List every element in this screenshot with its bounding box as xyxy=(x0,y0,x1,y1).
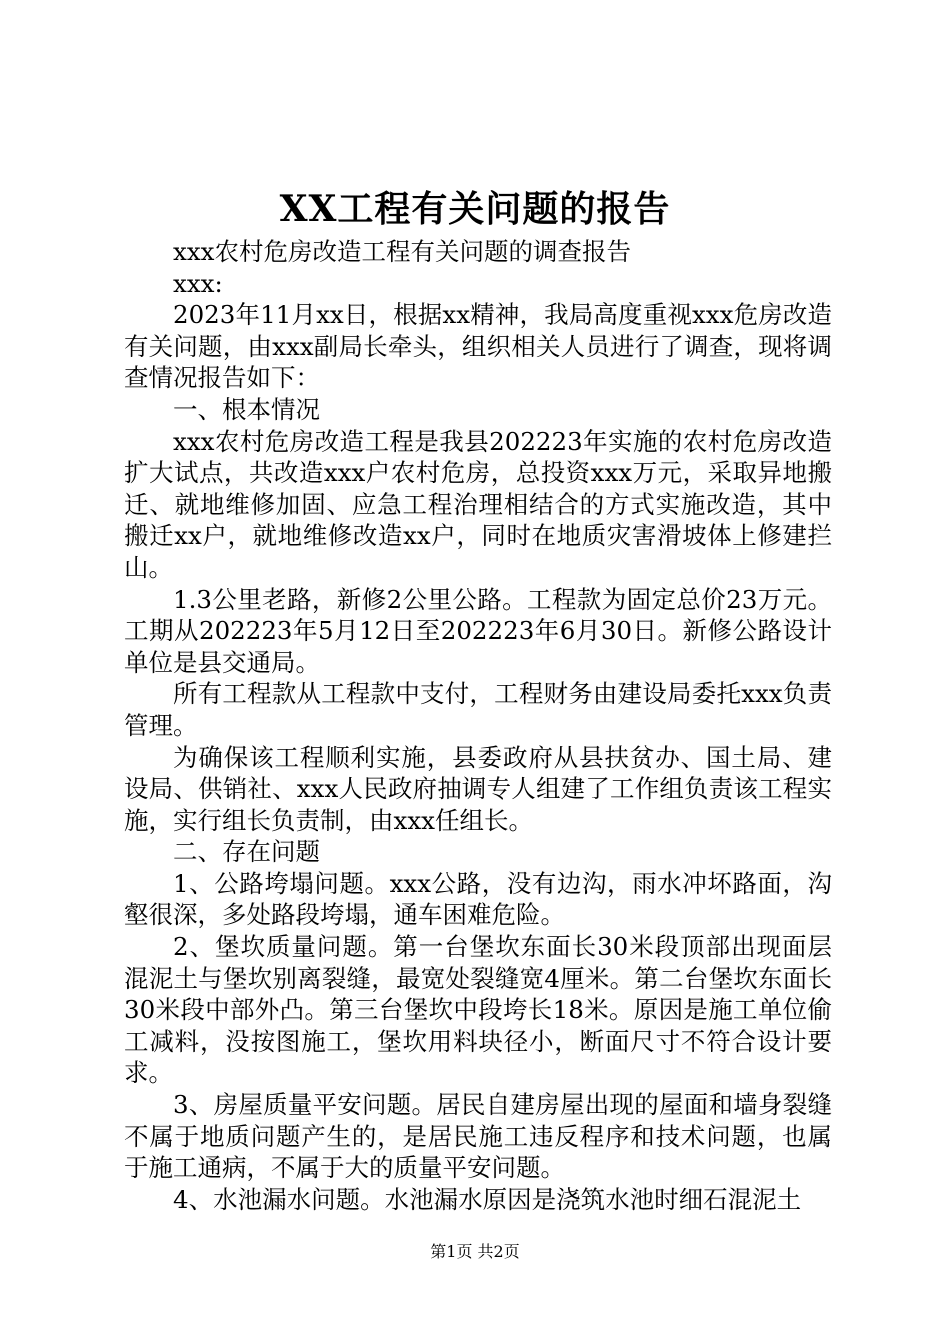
paragraph-problem-4: 4、水池漏水问题。水池漏水原因是浇筑水池时细石混泥土 xyxy=(173,1184,802,1214)
paragraph-subtitle: xxx农村危房改造工程有关问题的调查报告 xyxy=(173,237,631,266)
document-body xyxy=(124,236,832,1215)
paragraph-work-group: 为确保该工程顺利实施，县委政府从县扶贫办、国土局、建设局、供销社、xxx人民政府抽调专人组建了工作组负责该工程实施，实行组长负责制，由xxx任组长。 xyxy=(124,742,832,835)
paragraph-problem-2: 2、堡坎质量问题。第一台堡坎东面长30米段顶部出现面层混泥土与堡坎别离裂缝，最宽处裂缝宽4厘米。第二台堡坎东面长30米段中部外凸。第三台堡坎中段垮长18米。原因是施工单位偷工减料，没按图施工，堡坎用料块径小，断面尺寸不符合设计要求。 xyxy=(124,932,832,1088)
paragraph-problem-3: 3、房屋质量平安问题。居民自建房屋出现的屋面和墙身裂缝不属于地质问题产生的，是居民施工违反程序和技术问题，也属于施工通病，不属于大的质量平安问题。 xyxy=(124,1090,832,1183)
document-title: XX工程有关问题的报告 xyxy=(279,188,671,230)
paragraph-road-project: 1.3公里老路，新修2公里公路。工程款为固定总价23万元。工期从202223年5月12日至202223年6月30日。新修公路设计单位是县交通局。 xyxy=(124,584,832,677)
page-number-footer: 第1页 共2页 xyxy=(430,1242,520,1261)
section-heading-basic: 一、根本情况 xyxy=(173,394,320,424)
section-heading-problems: 二、存在问题 xyxy=(173,837,320,867)
paragraph-intro: 2023年11月xx日，根据xx精神，我局高度重视xxx危房改造有关问题，由xxx副局长牵头，组织相关人员进行了调查，现将调查情况报告如下： xyxy=(124,300,832,393)
paragraph-finance: 所有工程款从工程款中支付，工程财务由建设局委托xxx负责管理。 xyxy=(124,679,832,740)
paragraph-salutation: xxx: xyxy=(173,268,223,298)
paragraph-basic-overview: xxx农村危房改造工程是我县202223年实施的农村危房改造扩大试点，共改造xxx户农村危房，总投资xxx万元，采取异地搬迁、就地维修加固、应急工程治理相结合的方式实施改造，其中搬迁xx户，就地维修改造xx户，同时在地质灾害滑坡体上修建拦山。 xyxy=(124,426,832,582)
paragraph-problem-1: 1、公路垮塌问题。xxx公路，没有边沟，雨水冲坏路面，沟壑很深，多处路段垮塌，通车困难危险。 xyxy=(124,868,832,930)
